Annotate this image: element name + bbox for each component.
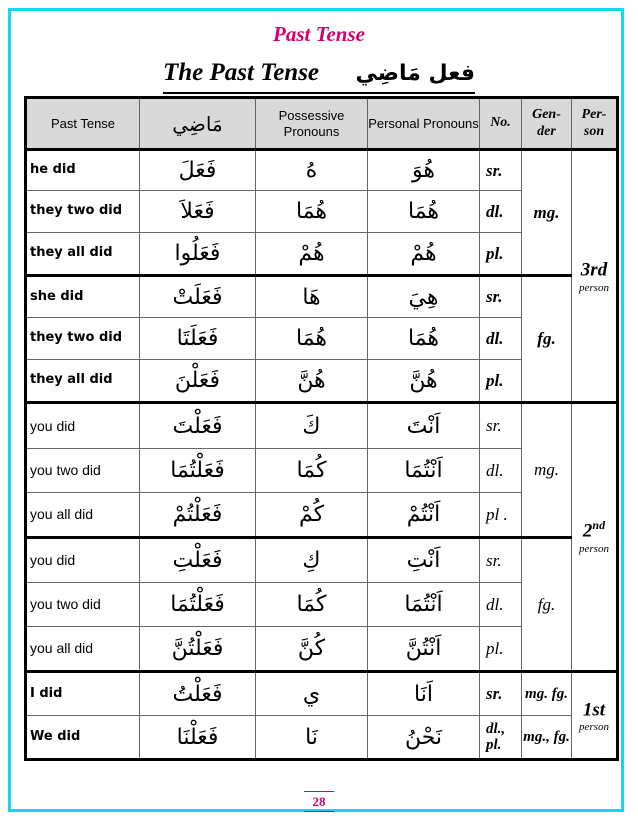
personal-cell: اَنْتُمَا [368,449,480,493]
gender-cell: mg., fg. [522,716,572,760]
table-row [26,276,618,318]
personal-cell: اَنْتُمْ [368,493,480,538]
personal-cell: اَنْتُمَا [368,583,480,627]
person-label: 2nd [582,518,606,542]
page-heading: Past Tense [273,22,365,46]
personal-cell: هُنَّ [368,360,480,403]
gender-cell: fg. [522,276,572,403]
page-number-rule [304,811,334,812]
number-cell: sr. [480,150,522,191]
header-madi: مَاضِي [140,98,256,150]
header-row [26,98,618,150]
number-cell: sr. [480,672,522,716]
person-label: 1st [582,699,606,721]
english-cell: I did [26,672,140,716]
english-cell: you did [26,403,140,449]
verb-cell: فَعَلاَ [140,191,256,233]
possessive-cell: هُمَا [256,318,368,360]
verb-cell: فَعَلْتُمَا [140,449,256,493]
number-cell: sr. [480,403,522,449]
person-cell-3rd [572,150,618,403]
possessive-cell: هُمْ [256,233,368,276]
possessive-cell: كُمَا [256,449,368,493]
page-number-rule [304,791,334,792]
table-title [163,54,475,94]
personal-cell: نَحْنُ [368,716,480,760]
verb-cell: فَعَلْتُ [140,672,256,716]
english-cell: you all did [26,627,140,672]
person-cell-2nd [572,403,618,672]
verb-cell: فَعَلُوا [140,233,256,276]
english-cell: they all did [26,233,140,276]
table-row [26,403,618,449]
number-cell: dl., pl. [480,716,522,760]
page-number: 28 [312,794,326,809]
header-number: No. [480,98,522,150]
number-cell: pl . [480,493,522,538]
number-cell: pl. [480,360,522,403]
person-sub-label: person [579,281,609,294]
table-title-arabic: فعل مَاضِي [355,60,475,86]
table-row [26,672,618,716]
english-cell: We did [26,716,140,760]
table-row [26,150,618,191]
english-cell: you all did [26,493,140,538]
header-gender: Gen- der [522,98,572,150]
english-cell: she did [26,276,140,318]
header-possessive: Possessive Pronouns [256,98,368,150]
english-cell: they two did [26,191,140,233]
number-cell: dl. [480,449,522,493]
verb-cell: فَعَلْتُنَّ [140,627,256,672]
verb-cell: فَعَلْتَ [140,403,256,449]
number-cell: sr. [480,276,522,318]
number-cell: sr. [480,538,522,583]
personal-cell: اَنْتُنَّ [368,627,480,672]
english-cell: they all did [26,360,140,403]
header-person: Per- son [572,98,618,150]
number-cell: pl. [480,233,522,276]
possessive-cell: كُنَّ [256,627,368,672]
gender-cell: fg. [522,538,572,672]
english-cell: you two did [26,583,140,627]
possessive-cell: ي [256,672,368,716]
past-tense-table [24,96,619,761]
verb-cell: فَعَلْتُمَا [140,583,256,627]
table-title-english: The Past Tense [163,59,320,86]
english-cell: you two did [26,449,140,493]
verb-cell: فَعَلْتُمْ [140,493,256,538]
gender-cell: mg. [522,403,572,538]
number-cell: dl. [480,191,522,233]
possessive-cell: نَا [256,716,368,760]
person-label: 3rd [580,259,608,281]
personal-cell: هُمَا [368,318,480,360]
personal-cell: هِيَ [368,276,480,318]
table-row [26,716,618,760]
personal-cell: اَنْتَ [368,403,480,449]
possessive-cell: كِ [256,538,368,583]
personal-cell: اَنْتِ [368,538,480,583]
personal-cell: هُوَ [368,150,480,191]
gender-cell: mg. fg. [522,672,572,716]
verb-cell: فَعَلَ [140,150,256,191]
verb-cell: فَعَلْنَا [140,716,256,760]
personal-cell: هُمْ [368,233,480,276]
possessive-cell: كَ [256,403,368,449]
gender-cell: mg. [522,150,572,276]
possessive-cell: هُنَّ [256,360,368,403]
person-sub-label: person [579,542,609,555]
person-sub-label: person [579,721,609,734]
verb-cell: فَعَلَتْ [140,276,256,318]
english-cell: you did [26,538,140,583]
english-cell: they two did [26,318,140,360]
possessive-cell: كُمْ [256,493,368,538]
personal-cell: هُمَا [368,191,480,233]
possessive-cell: هَا [256,276,368,318]
verb-cell: فَعَلْتِ [140,538,256,583]
header-personal: Personal Pronouns [368,98,480,150]
english-cell: he did [26,150,140,191]
possessive-cell: هُمَا [256,191,368,233]
number-cell: dl. [480,583,522,627]
possessive-cell: كُمَا [256,583,368,627]
number-cell: pl. [480,627,522,672]
person-cell-1st [572,672,618,760]
personal-cell: اَنَا [368,672,480,716]
header-past-tense: Past Tense [26,98,140,150]
table-row [26,538,618,583]
verb-cell: فَعَلَتَا [140,318,256,360]
possessive-cell: هُ [256,150,368,191]
number-cell: dl. [480,318,522,360]
verb-cell: فَعَلْنَ [140,360,256,403]
